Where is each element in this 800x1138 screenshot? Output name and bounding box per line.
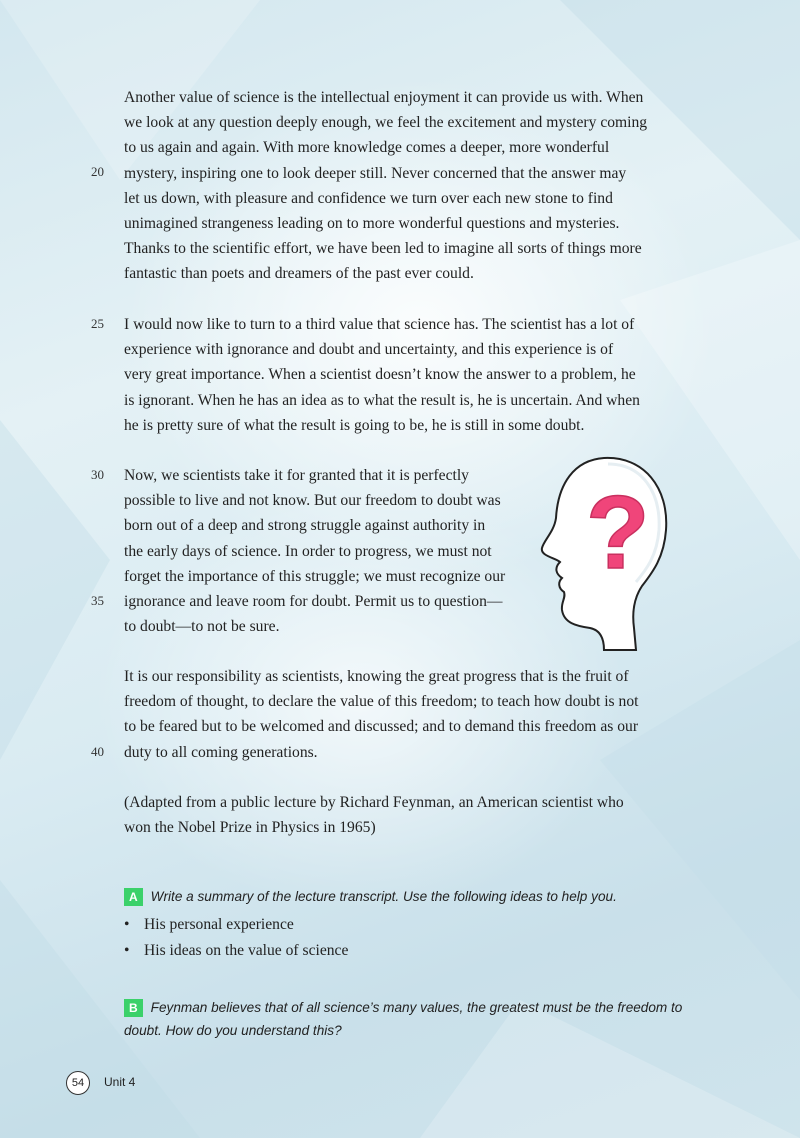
text-line: is ignorant. When he has an idea as to what the result is, he is uncertain. And when bbox=[124, 391, 640, 409]
paragraph-4 bbox=[124, 664, 694, 765]
text-line: to doubt—to not be sure. bbox=[124, 618, 280, 636]
text-line: forget the importance of this struggle; we must recognize our bbox=[124, 567, 506, 585]
text-line: born out of a deep and strong struggle against authority in bbox=[124, 517, 486, 535]
text-line: mystery, inspiring one to look deeper still. Never concerned that the answer may bbox=[124, 164, 627, 182]
bullet-text: His ideas on the value of science bbox=[144, 942, 349, 959]
text-line: Thanks to the scientific effort, we have been led to imagine all sorts of things more bbox=[124, 240, 642, 258]
text-line: (Adapted from a public lecture by Richard Feynman, an American scientist who bbox=[124, 794, 624, 811]
text-line: he is pretty sure of what the result is going to be, he is still in some doubt. bbox=[124, 416, 585, 434]
bullet-item bbox=[124, 912, 294, 937]
text-line: the early days of science. In order to progress, we must not bbox=[124, 542, 492, 560]
text-line: Another value of science is the intellectual enjoyment it can provide us with. When bbox=[124, 89, 644, 106]
task-a-label: A bbox=[124, 888, 143, 906]
task-a bbox=[124, 885, 664, 908]
line-number-25: 25 bbox=[91, 316, 104, 331]
paragraph-1 bbox=[124, 85, 694, 287]
question-mark-icon: ? bbox=[586, 475, 650, 591]
text-line: to be feared but to be welcomed and discussed; and to demand this freedom as our bbox=[124, 718, 639, 736]
task-b-text-line-1: Feynman believes that of all science’s many values, the greatest must be the freedom to bbox=[150, 1000, 683, 1015]
task-a-text: Write a summary of the lecture transcript. Use the following ideas to help you. bbox=[150, 889, 617, 904]
bullet-text: His personal experience bbox=[144, 916, 294, 933]
bullet-icon: • bbox=[124, 942, 130, 959]
bullet-icon: • bbox=[124, 916, 130, 933]
line-number-30: 30 bbox=[91, 467, 104, 482]
text-line: experience with ignorance and doubt and uncertainty, and this experience is of bbox=[124, 341, 614, 359]
bullet-item bbox=[124, 938, 348, 963]
text-line: Now, we scientists take it for granted that it is perfectly bbox=[124, 467, 469, 484]
line-number-40: 40 bbox=[91, 744, 104, 759]
text-line: won the Nobel Prize in Physics in 1965) bbox=[124, 819, 376, 837]
task-b bbox=[124, 996, 684, 1042]
paragraph-2 bbox=[124, 312, 694, 438]
line-number-35: 35 bbox=[91, 593, 104, 608]
task-b-text-line-2: doubt. How do you understand this? bbox=[124, 1023, 342, 1038]
text-line: It is our responsibility as scientists, knowing the great progress that is the fruit of bbox=[124, 668, 629, 685]
text-line: let us down, with pleasure and confidence we turn over each new stone to find bbox=[124, 189, 613, 207]
text-line: very great importance. When a scientist doesn’t know the answer to a problem, he bbox=[124, 366, 636, 384]
text-line: we look at any question deeply enough, we feel the excitement and mystery coming bbox=[124, 114, 648, 132]
unit-label: Unit 4 bbox=[104, 1075, 136, 1089]
task-b-label: B bbox=[124, 999, 143, 1017]
paragraph-3 bbox=[124, 463, 544, 639]
text-line: possible to live and not know. But our freedom to doubt was bbox=[124, 492, 501, 510]
text-line: ignorance and leave room for doubt. Permit us to question— bbox=[124, 593, 503, 611]
text-line: to us again and again. With more knowledge comes a deeper, more wonderful bbox=[124, 139, 610, 157]
text-line: duty to all coming generations. bbox=[124, 743, 318, 761]
head-question-illustration bbox=[534, 448, 674, 658]
line-number-20: 20 bbox=[91, 164, 104, 179]
text-line: I would now like to turn to a third value that science has. The scientist has a lot of bbox=[124, 316, 635, 333]
text-line: fantastic than poets and dreamers of the past ever could. bbox=[124, 265, 474, 283]
page-number: 54 bbox=[66, 1071, 90, 1095]
text-line: unimagined strangeness leading on to more wonderful questions and mysteries. bbox=[124, 215, 620, 233]
source-citation bbox=[124, 790, 694, 840]
text-line: freedom of thought, to declare the value of this freedom; to teach how doubt is not bbox=[124, 693, 639, 711]
